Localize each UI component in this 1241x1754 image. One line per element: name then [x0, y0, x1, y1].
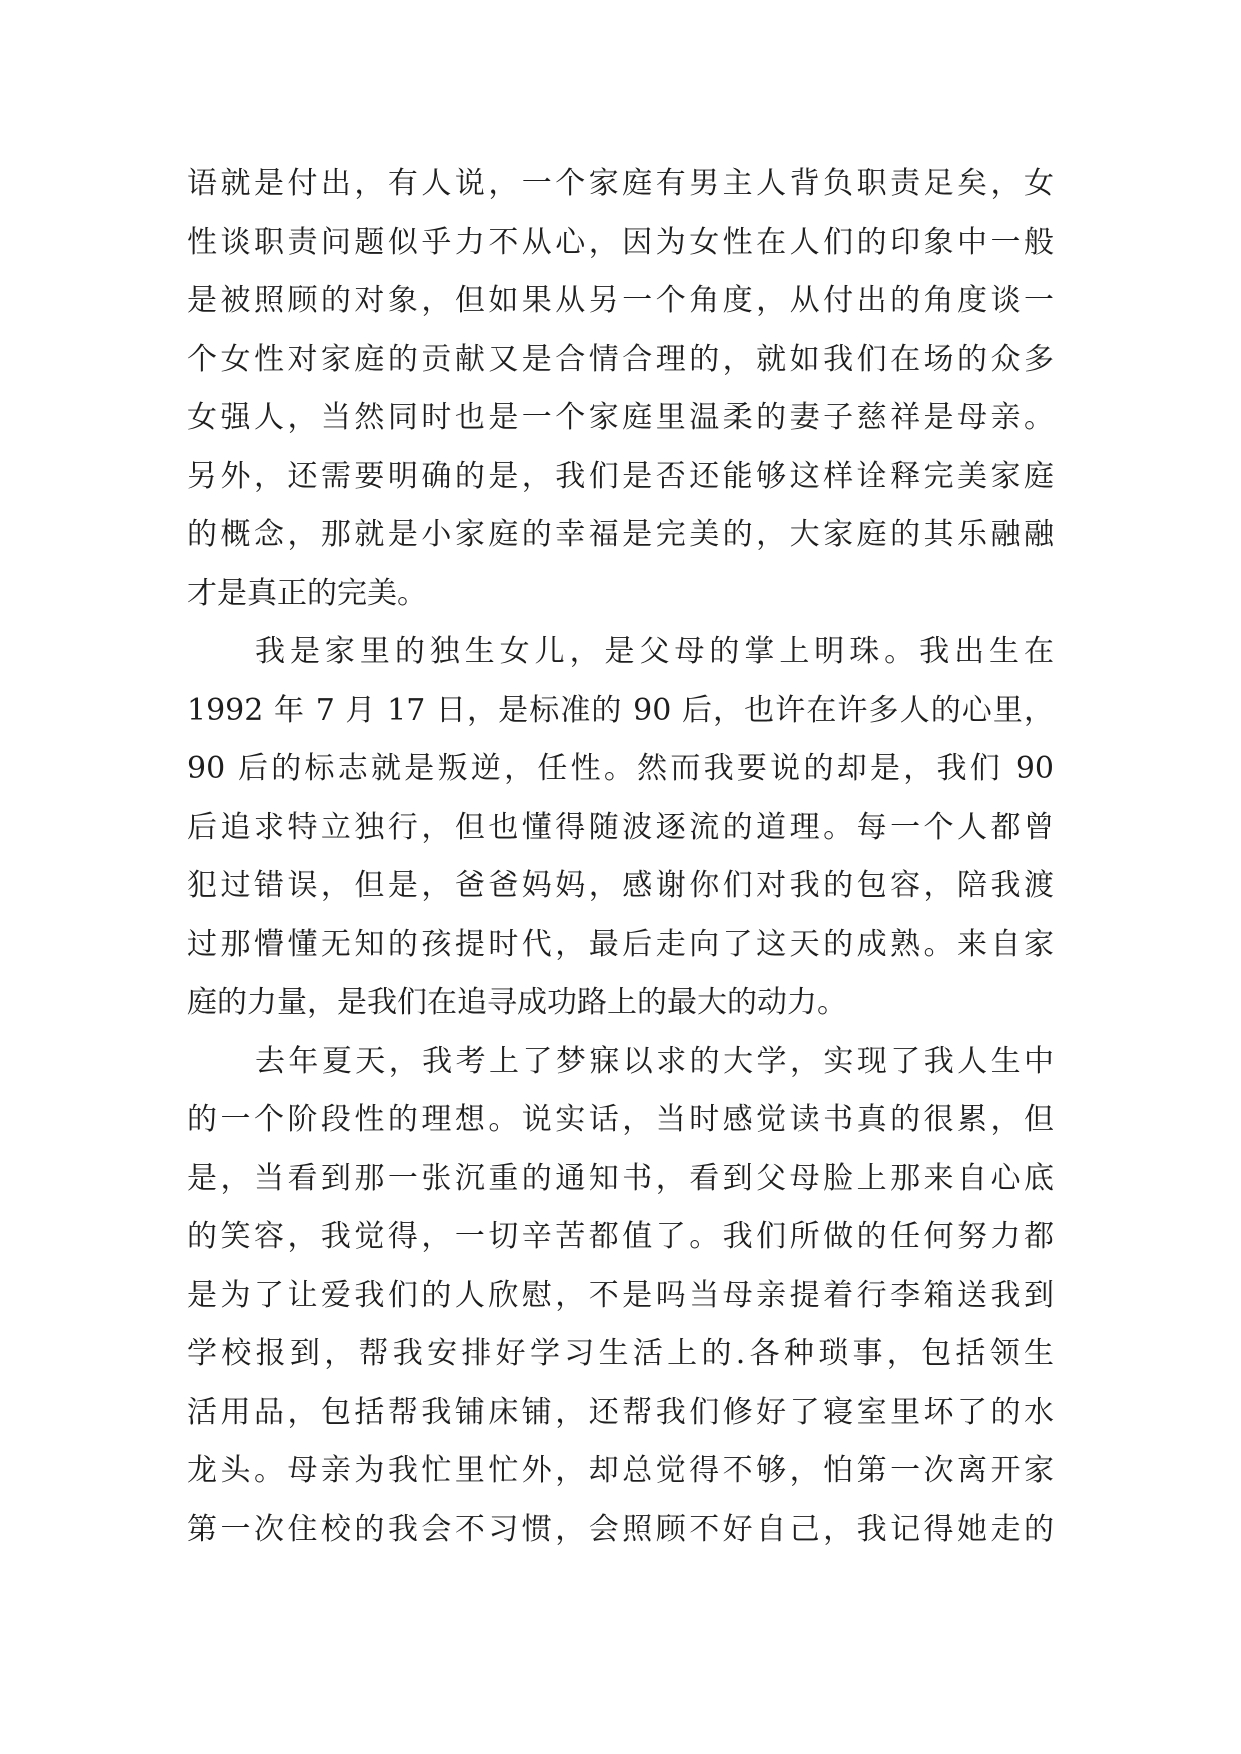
text-line: 的概念，那就是小家庭的幸福是完美的，大家庭的其乐融融	[187, 517, 1054, 552]
text-line: 另外，还需要明确的是，我们是否还能够这样诠释完美家庭	[187, 458, 1054, 494]
text-line: 个女性对家庭的贡献又是合情合理的，就如我们在场的众多	[187, 341, 1054, 377]
paragraph-3	[187, 1033, 1054, 1560]
text-line: 的笑容，我觉得，一切辛苦都值了。我们所做的任何努力都	[187, 1219, 1054, 1254]
text-line: 犯过错误，但是，爸爸妈妈，感谢你们对我的包容，陪我渡	[187, 868, 1054, 903]
text-line: 龙头。母亲为我忙里忙外，却总觉得不够，怕第一次离开家	[187, 1453, 1054, 1488]
text-line: 学校报到，帮我安排好学习生活上的.各种琐事，包括领生	[187, 1336, 1054, 1371]
text-line: 去年夏天，我考上了梦寐以求的大学，实现了我人生中	[255, 1043, 1054, 1079]
text-line: 是为了让爱我们的人欣慰，不是吗当母亲提着行李箱送我到	[187, 1277, 1054, 1313]
text-line: 的一个阶段性的理想。说实话，当时感觉读书真的很累，但	[187, 1102, 1054, 1137]
text-line: 后追求特立独行，但也懂得随波逐流的道理。每一个人都曾	[187, 809, 1054, 845]
paragraph-1	[187, 155, 1054, 623]
text-line: 才是真正的完美。	[187, 575, 427, 611]
text-line: 1992 年 7 月 17 日，是标准的 90 后，也许在许多人的心里，	[187, 692, 1054, 728]
body-text	[187, 155, 1054, 1559]
text-line: 性谈职责问题似乎力不从心，因为女性在人们的印象中一般	[187, 224, 1054, 260]
text-line: 90 后的标志就是叛逆，任性。然而我要说的却是，我们 90	[187, 751, 1054, 786]
text-line: 过那懵懂无知的孩提时代，最后走向了这天的成熟。来自家	[187, 926, 1054, 962]
text-line: 是被照顾的对象，但如果从另一个角度，从付出的角度谈一	[187, 283, 1054, 318]
text-line: 是，当看到那一张沉重的通知书，看到父母脸上那来自心底	[187, 1160, 1054, 1196]
text-line: 庭的力量，是我们在追寻成功路上的最大的动力。	[187, 985, 847, 1020]
paragraph-2	[187, 623, 1054, 1033]
text-line: 活用品，包括帮我铺床铺，还帮我们修好了寝室里坏了的水	[187, 1394, 1054, 1430]
text-line: 我是家里的独生女儿，是父母的掌上明珠。我出生在	[255, 634, 1054, 669]
text-line: 语就是付出，有人说，一个家庭有男主人背负职责足矣，女	[187, 166, 1054, 201]
text-line: 第一次住校的我会不习惯，会照顾不好自己，我记得她走的	[187, 1511, 1054, 1547]
text-line: 女强人，当然同时也是一个家庭里温柔的妻子慈祥是母亲。	[187, 400, 1054, 435]
